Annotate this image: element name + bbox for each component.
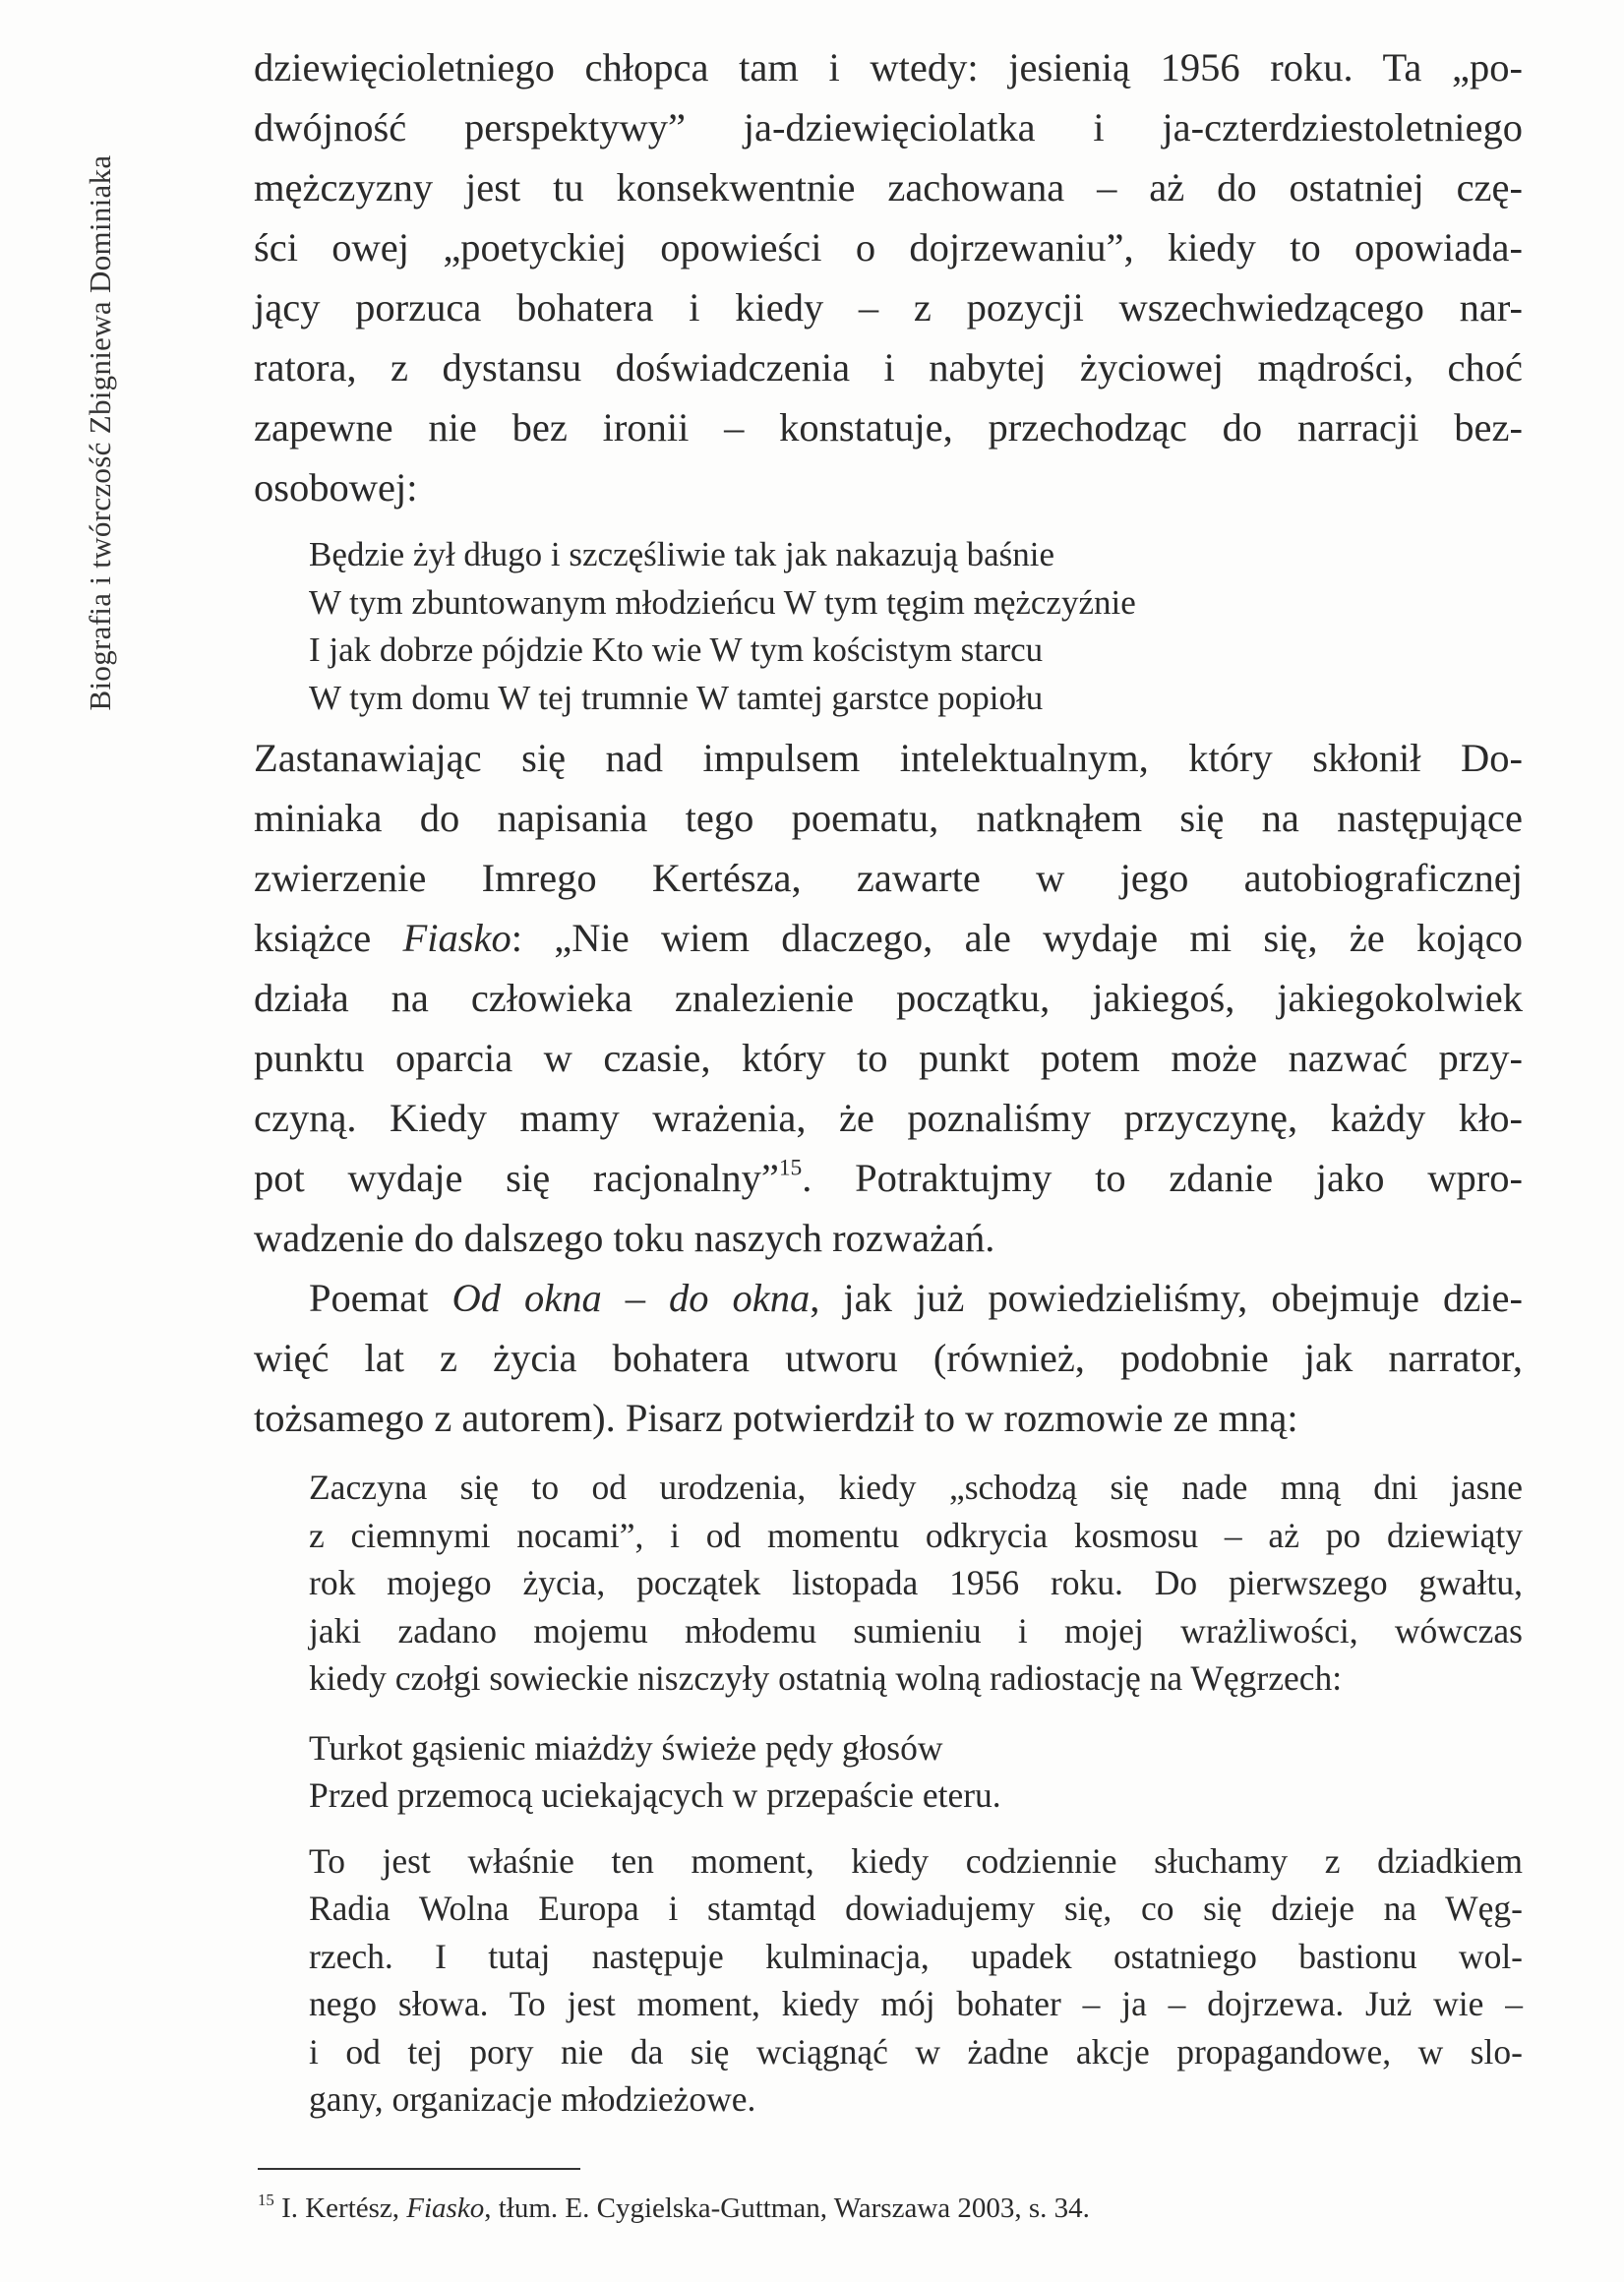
- quote-line: Zaczyna się to od urodzenia, kiedy „schodzą się nade mną dni jasne: [309, 1468, 1523, 1507]
- text-run: : „Nie wiem dlaczego, ale wydaje mi się, że kojąco: [511, 916, 1523, 960]
- quote-line: z ciemnymi nocami”, i od momentu odkrycia kosmosu – aż po dziewiąty: [309, 1515, 1523, 1555]
- footnote: [258, 2192, 1090, 2225]
- quote-line: Radia Wolna Europa i stamtąd dowiadujemy się, co się dzieje na Węg-: [309, 1889, 1523, 1928]
- quote-line: kiedy czołgi sowieckie niszczyły ostatnią wolną radiostację na Węgrzech:: [309, 1658, 1343, 1698]
- quote-line: rzech. I tutaj następuje kulminacja, upadek ostatniego bastionu wol-: [309, 1936, 1523, 1976]
- text-line: czyną. Kiedy mamy wrażenia, że poznaliśmy przyczynę, każdy kło-: [254, 1096, 1523, 1140]
- footnote-ref[interactable]: 15: [778, 1155, 803, 1181]
- text-run: książce: [254, 916, 403, 960]
- book-title: Fiasko: [402, 916, 511, 960]
- paragraph-1: [254, 37, 1523, 517]
- paragraph-3: [254, 1268, 1523, 1448]
- text-line: miniaka do napisania tego poematu, natknąłem się na następujące: [254, 796, 1523, 840]
- quote-line: To jest właśnie ten moment, kiedy codziennie słuchamy z dziadkiem: [309, 1840, 1523, 1881]
- text-line: osobowej:: [254, 465, 418, 510]
- page-body: [254, 37, 1523, 2124]
- running-head-text: Biografia i twórczość Zbigniewa Dominiaka: [83, 154, 117, 711]
- text-run: Poemat: [309, 1276, 452, 1320]
- block-quote: [309, 1464, 1523, 2124]
- paragraph-2: [254, 728, 1523, 1268]
- footnote-title: Fiasko: [406, 2192, 485, 2224]
- text-run: pot wydaje się racjonalny”: [254, 1156, 779, 1200]
- text-line: więć lat z życia bohatera utworu (również, podobnie jak narrator,: [254, 1336, 1523, 1380]
- footnote-text: , tłum. E. Cygielska-Guttman, Warszawa 2003, s. 34.: [484, 2192, 1090, 2224]
- text-line: punktu oparcia w czasie, który to punkt potem może nazwać przy-: [254, 1036, 1523, 1080]
- text-line: dziewięcioletniego chłopca tam i wtedy: jesienią 1956 roku. Ta „po-: [254, 45, 1523, 90]
- text-line: ści owej „poetyckiej opowieści o dojrzewaniu”, kiedy to opowiada-: [254, 225, 1523, 270]
- verse-line: Przed przemocą uciekających w przepaście eteru.: [309, 1775, 1001, 1815]
- poem-title: Od okna – do okna: [451, 1276, 811, 1320]
- verse-line: W tym zbuntowanym młodzieńcu W tym tęgim mężczyźnie: [309, 582, 1136, 622]
- text-run: , jak już powiedzieliśmy, obejmuje dzie-: [810, 1276, 1523, 1320]
- text-line: wadzenie do dalszego toku naszych rozważań.: [254, 1216, 995, 1260]
- quote-verse: [309, 1724, 1523, 1820]
- quote-line: nego słowa. To jest moment, kiedy mój bohater – ja – dojrzewa. Już wie –: [309, 1984, 1523, 2023]
- text-line: zapewne nie bez ironii – konstatuje, przechodząc do narracji bez-: [254, 405, 1523, 450]
- text-line: [254, 1148, 1523, 1208]
- quote-paragraph-1: [309, 1464, 1523, 1703]
- text-line: [254, 1268, 1523, 1328]
- text-line: ratora, z dystansu doświadczenia i nabytej życiowej mądrości, choć: [254, 345, 1523, 390]
- quote-paragraph-2: [309, 1837, 1523, 2124]
- quote-line: jaki zadano mojemu młodemu sumieniu i mojej wrażliwości, wówczas: [309, 1610, 1523, 1651]
- verse-line: Będzie żył długo i szczęśliwie tak jak nakazują baśnie: [309, 535, 1055, 573]
- verse-line: Turkot gąsienic miażdży świeże pędy głosów: [309, 1727, 943, 1768]
- running-head: [71, 39, 130, 826]
- text-line: dwójność perspektywy” ja-dziewięciolatka i ja-czterdziestoletniego: [254, 105, 1523, 150]
- text-line: działa na człowieka znalezienie początku, jakiegoś, jakiegokolwiek: [254, 976, 1523, 1020]
- verse-line: I jak dobrze pójdzie Kto wie W tym kościstym starcu: [309, 631, 1044, 669]
- verse-line: W tym domu W tej trumnie W tamtej garstce popiołu: [309, 678, 1044, 717]
- text-line: [254, 908, 1523, 968]
- footnote-number: 15: [258, 2191, 274, 2210]
- footnote-divider: [258, 2168, 580, 2170]
- text-run: . Potraktujmy to zdanie jako wpro-: [802, 1156, 1523, 1200]
- footnote-text: I. Kertész,: [273, 2192, 407, 2224]
- text-line: zwierzenie Imrego Kertésza, zawarte w jego autobiograficznej: [254, 856, 1523, 900]
- verse-quote-1: [309, 531, 1523, 722]
- quote-line: gany, organizacje młodzieżowe.: [309, 2079, 756, 2119]
- quote-line: i od tej pory nie da się wciągnąć w żadne akcje propagandowe, w slo-: [309, 2031, 1523, 2072]
- quote-line: rok mojego życia, początek listopada 1956 roku. Do pierwszego gwałtu,: [309, 1563, 1523, 1602]
- text-line: Zastanawiając się nad impulsem intelektualnym, który skłonił Do-: [254, 736, 1523, 780]
- text-line: tożsamego z autorem). Pisarz potwierdził to w rozmowie ze mną:: [254, 1396, 1298, 1440]
- text-line: mężczyzny jest tu konsekwentnie zachowana – aż do ostatniej czę-: [254, 165, 1523, 210]
- text-line: jący porzuca bohatera i kiedy – z pozycji wszechwiedzącego nar-: [254, 285, 1523, 330]
